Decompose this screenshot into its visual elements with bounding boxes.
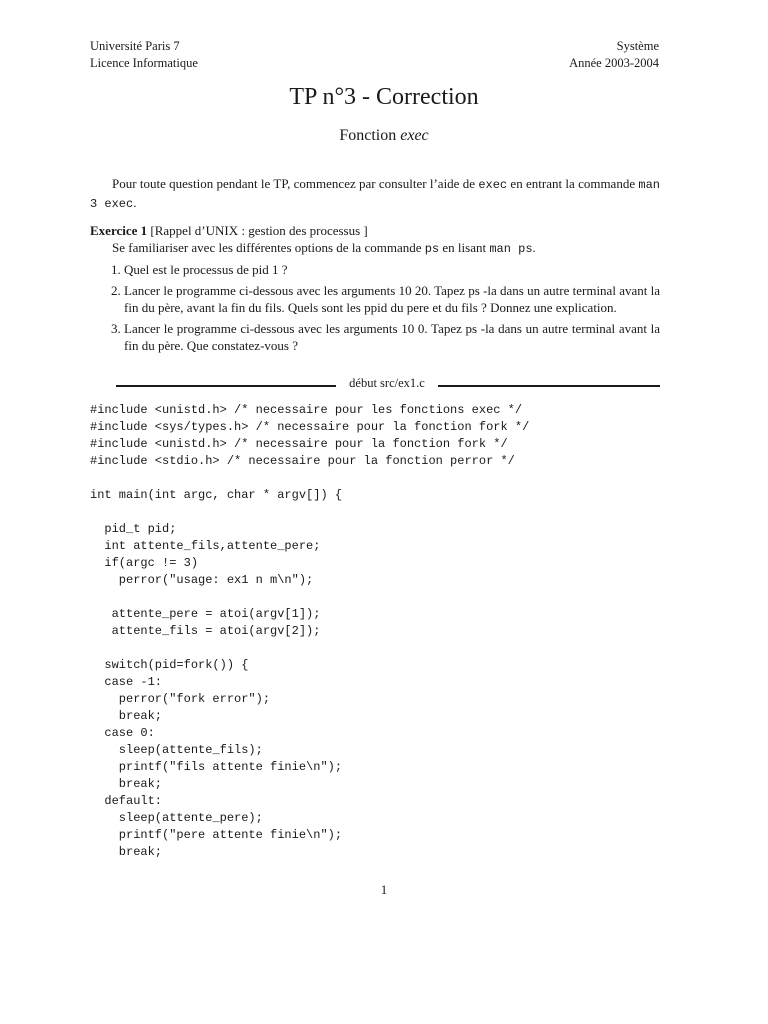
listing-rule-right — [438, 385, 660, 387]
instruction-text-1: Se familiariser avec les différentes options de la commande — [112, 240, 425, 255]
subtitle-emphasis: exec — [400, 127, 429, 144]
intro-text-3: . — [133, 195, 137, 210]
exercise-1 — [90, 222, 660, 358]
exercise-instruction — [90, 239, 660, 258]
header-right — [569, 38, 659, 72]
academic-year: Année 2003-2004 — [569, 56, 659, 70]
course-name: Système — [616, 39, 659, 53]
intro-code-exec: exec — [478, 178, 508, 192]
exercise-label: Exercice 1 — [90, 223, 148, 238]
page-subtitle — [0, 127, 768, 145]
page-number: 1 — [380, 882, 388, 897]
intro-text-2: en entrant la commande — [507, 176, 639, 191]
listing-rule-left — [116, 385, 336, 387]
exercise-topic: [Rappel d’UNIX : gestion des processus ] — [147, 223, 368, 238]
page-title: TP n°3 - Correction — [289, 84, 479, 110]
intro-text-1: Pour toute question pendant le TP, commencez par consulter l’aide de — [112, 176, 479, 191]
question-1: 1. Quel est le processus de pid 1 ? — [124, 261, 660, 278]
exercise-heading — [90, 222, 660, 239]
question-2: 2. Lancer le programme ci-dessous avec les arguments 10 20. Tapez ps -la dans un autre terminal avant la fin du père, avant la fin du fils. Quels sont les ppid du pere et du fils ? Donnez une explication. — [124, 282, 660, 316]
header-left — [90, 38, 198, 72]
listing-label: début src/ex1.c — [349, 376, 425, 390]
subtitle-prefix: Fonction — [339, 127, 401, 144]
listing-header — [116, 376, 660, 394]
university-name: Université Paris 7 — [90, 39, 180, 53]
program-name: Licence Informatique — [90, 56, 198, 70]
question-list — [90, 261, 660, 354]
instruction-text-2: en lisant — [439, 240, 490, 255]
instruction-text-3: . — [532, 240, 536, 255]
intro-code-man: man 3 exec — [90, 178, 661, 211]
intro-paragraph — [90, 175, 660, 213]
instruction-code-ps: ps — [424, 242, 440, 256]
question-3: 3. Lancer le programme ci-dessous avec les arguments 10 0. Tapez ps -la dans un autre terminal avant la fin du père. Que constatez-vous ? — [124, 320, 660, 354]
code-listing: #include <unistd.h> /* necessaire pour les fonctions exec */ #include <sys/types.h> /* necessaire pour la fonction fork */ #include <unistd.h> /* necessaire pour la fonction fork */ #include <stdio.h> /* necessaire pour la fonction perror */ int main(int argc, char * argv[]) { pid_t pid; int attente_fils,attente_pere; if(argc != 3) perror("usage: ex1 n m\n"); attente_pere = atoi(argv[1]); attente_fils = atoi(argv[2]); switch(pid=fork()) { case -1: perror("fork error"); break; case 0: sleep(attente_fils); printf("fils attente finie\n"); break; default: sleep(attente_pere); printf("pere attente finie\n"); break; — [90, 403, 530, 859]
instruction-code-man-ps: man ps — [489, 242, 533, 256]
